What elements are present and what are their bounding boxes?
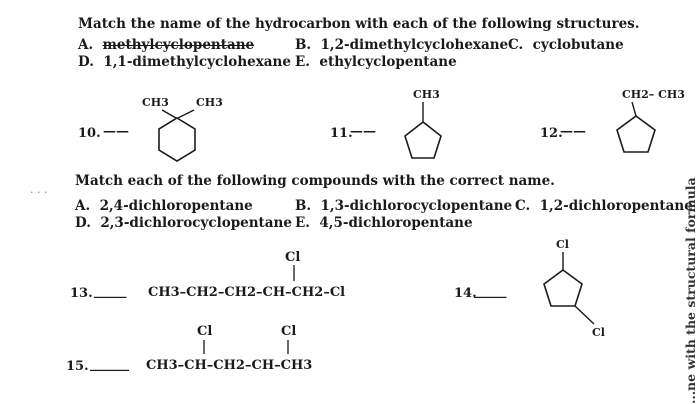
q10-number: 10. [78,126,101,141]
q15-cl-label-2: Cl [281,324,297,339]
q12-structure-ethylcyclopentane [610,86,685,176]
s2-option-d: D. 2,3-dichlorocyclopentane [75,215,292,231]
q14-cl-top: Cl [556,238,569,251]
q12-ch2-ch3: CH2– CH3 [622,88,685,101]
worksheet-page: Match the name of the hydrocarbon with each of the following structures. A. methylcyclopentane B. 1,2-dimethylcyclohexane C. cyclobutane D. 1,1-dimethylcyclohexane E. ethylcyclopentane 10. —— CH3 CH3 11. —— CH3 12. —— CH2– CH3 Match each of the following compounds with the correct name. · · · A. 2,4-dichloropentane B. 1,3-dichlorocyclopentane C. 1,2-dichloropentane D. 2,3-dichlorocyclopentane E. 4,5-dichloropentane 13. _____ Cl CH3–CH2–CH2–CH–CH2–Cl 14. _____ Cl Cl Cl Cl 15. ______ CH3–CH–CH2–CH–CH3 ...ne with the structural formula [30,16,698,404]
q10-ch3-left: CH3 [142,96,169,109]
q13-formula: CH3–CH2–CH2–CH–CH2–Cl [148,285,346,300]
s2-option-e: E. 4,5-dichloropentane [295,215,473,231]
q14-number: 14. [454,286,477,301]
s2-option-c: C. 1,2-dichloropentane [515,198,693,214]
section1-instruction: Match the name of the hydrocarbon with each of the following structures. [78,16,640,32]
q14-structure-dichlorocyclopentane [532,236,612,346]
q15-cl-label-1: Cl [197,324,213,339]
s1-option-e: E. ethylcyclopentane [295,54,457,70]
q12-number: 12. [540,126,563,141]
q10-answer-blank[interactable]: —— [103,124,129,139]
q10-ch3-right: CH3 [196,96,223,109]
side-cut-text: ...ne with the structural formula [683,177,698,404]
q12-answer-blank[interactable]: —— [560,124,586,139]
q15-number: 15. [66,359,89,374]
s1-option-c: C. cyclobutane [508,37,624,53]
q11-ch3: CH3 [413,88,440,101]
s1-option-a: A. methylcyclopentane [78,37,255,53]
q10-structure-dimethylcyclohexane [140,88,223,178]
q13-answer-blank[interactable]: _____ [94,284,127,299]
q14-answer-blank[interactable]: _____ [474,284,507,299]
q15-formula: CH3–CH–CH2–CH–CH3 [146,358,313,373]
q14-cl-bottom: Cl [592,326,605,339]
q13-number: 13. [70,286,93,301]
q13-cl-label: Cl [285,250,301,265]
s1-option-d: D. 1,1-dimethylcyclohexane [78,54,291,70]
q13-cl-bond [291,265,301,285]
q15-cl-bonds [200,340,300,360]
q11-number: 11. [330,126,353,141]
q11-structure-methylcyclopentane [395,86,455,176]
section2-instruction: Match each of the following compounds with the correct name. [75,173,555,189]
q15-answer-blank[interactable]: ______ [90,357,129,372]
s2-option-b: B. 1,3-dichlorocyclopentane [295,198,513,214]
s1-option-b: B. 1,2-dimethylcyclohexane [295,37,509,53]
q11-answer-blank[interactable]: —— [350,124,376,139]
s2-option-a: A. 2,4-dichloropentane [75,198,253,214]
